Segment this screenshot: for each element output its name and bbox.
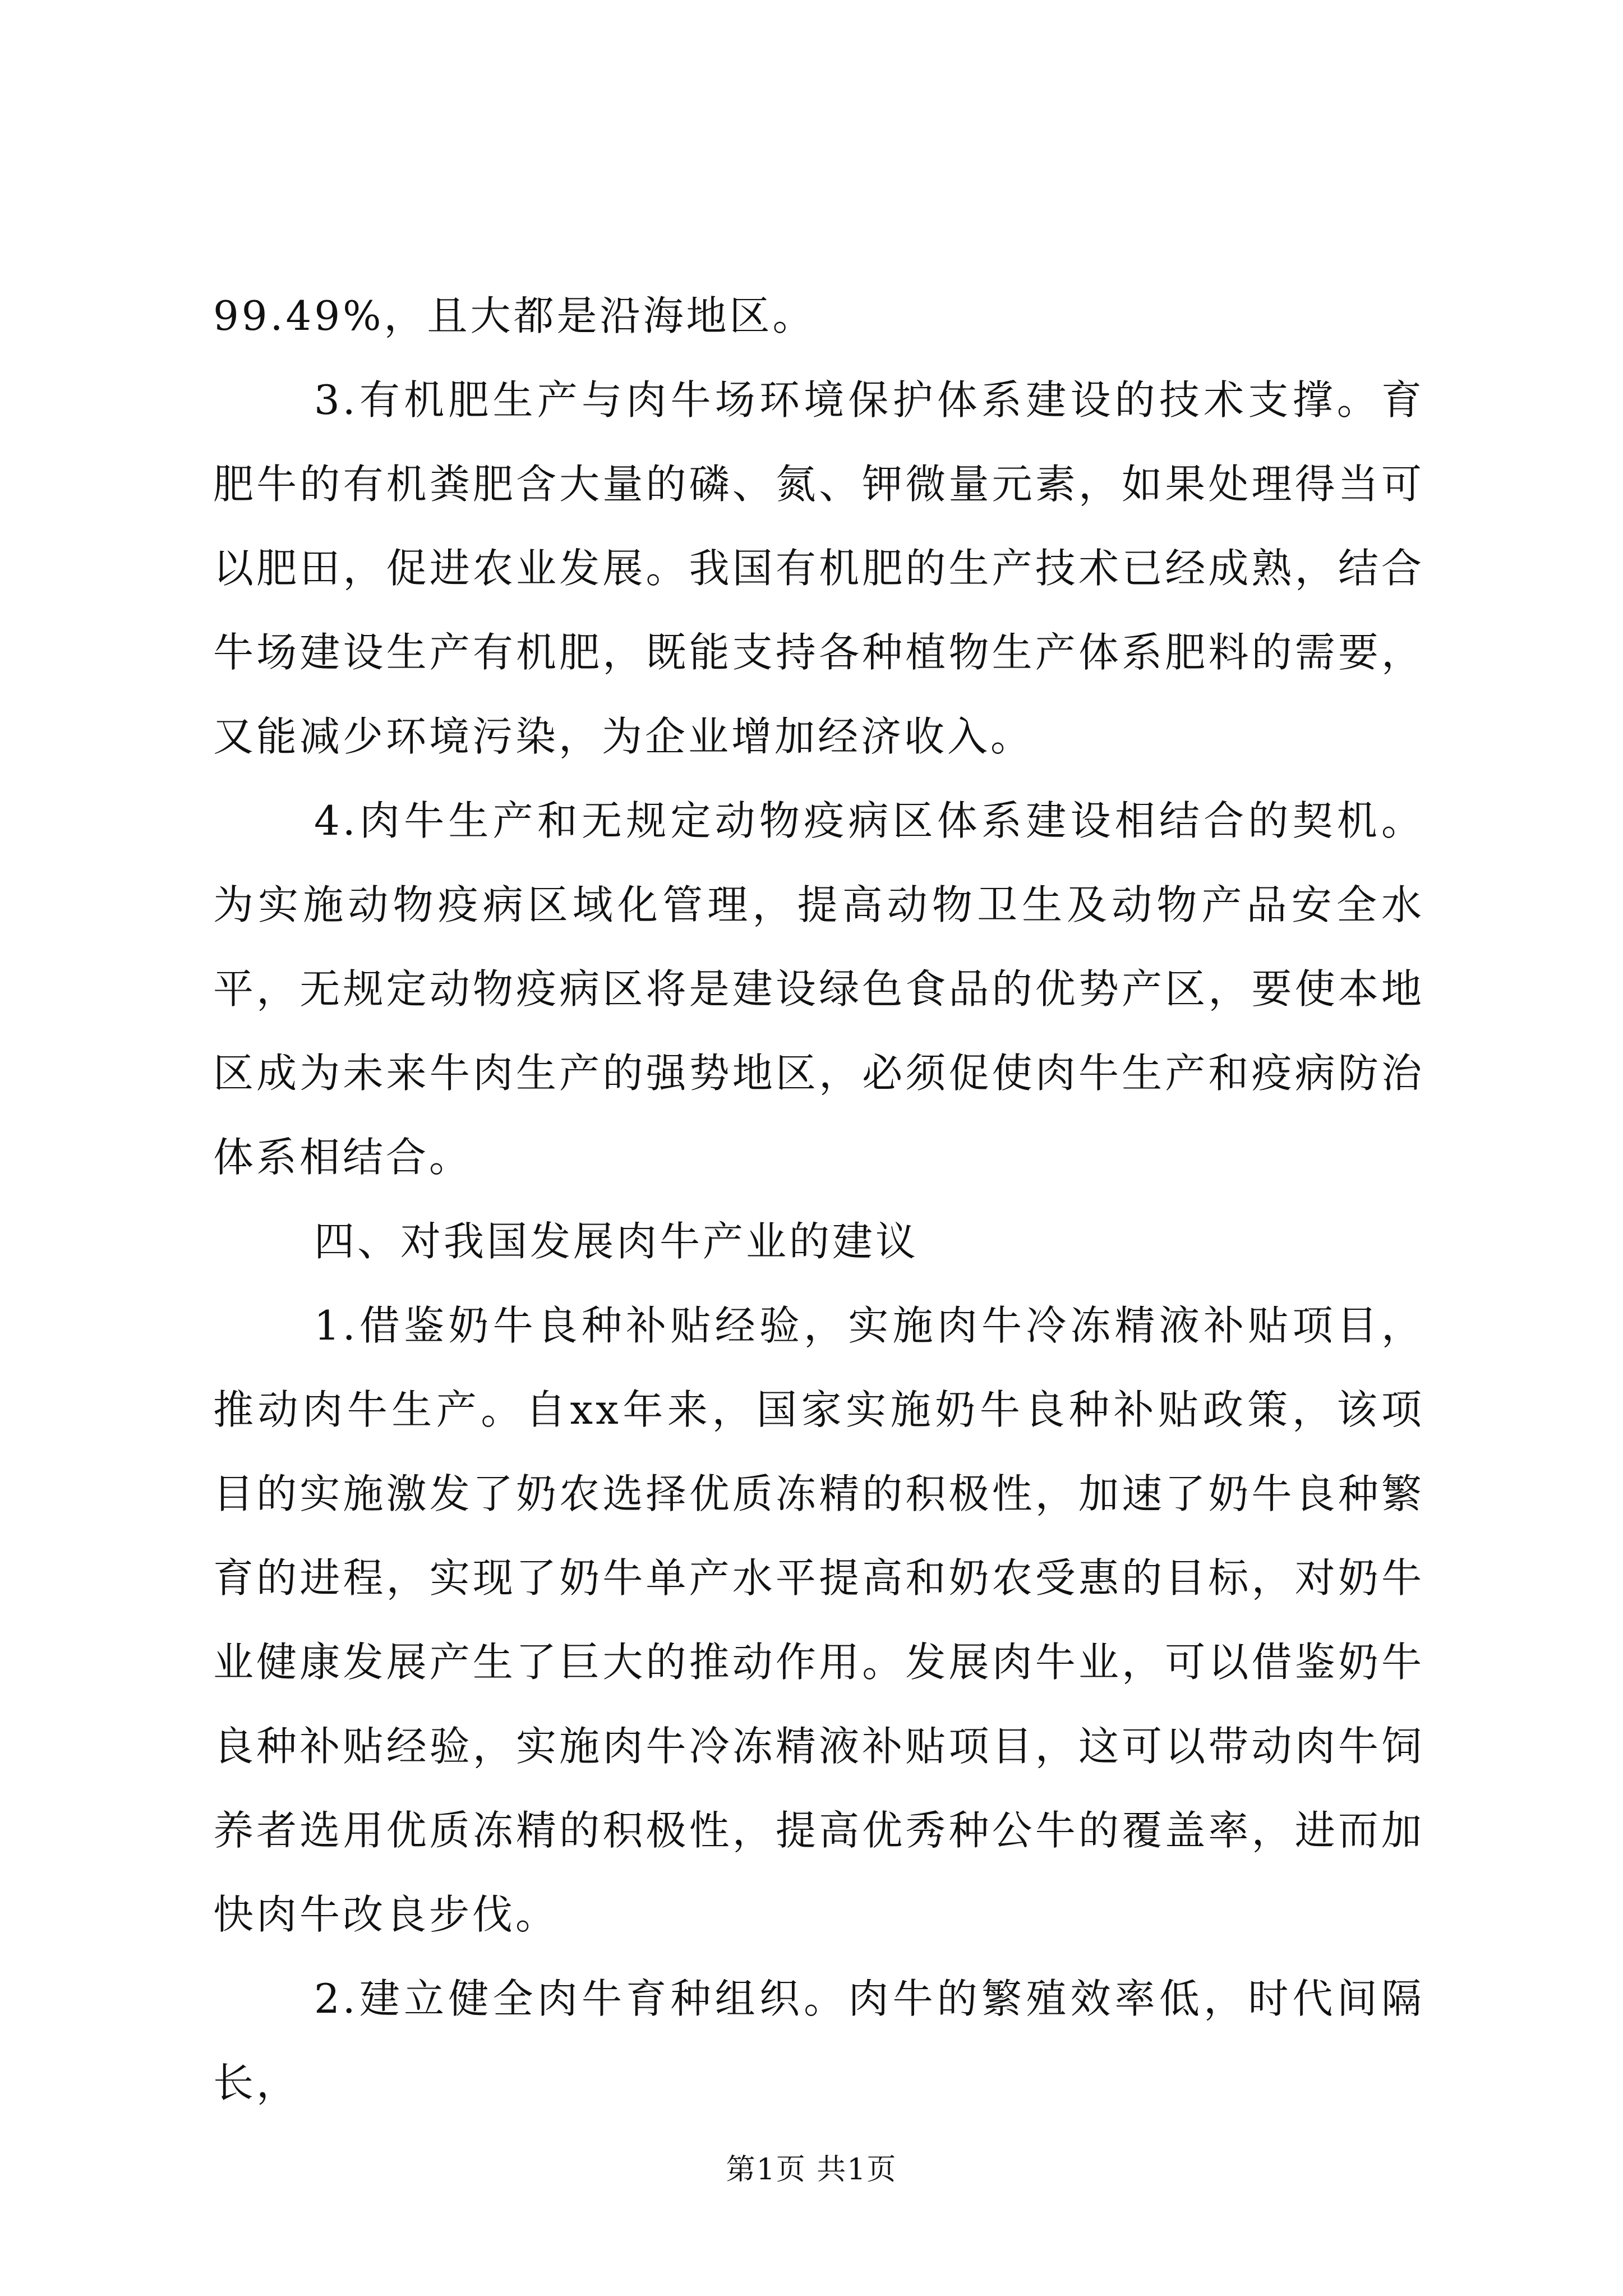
page-footer: 第1页 共1页	[726, 2153, 897, 2187]
section-heading: 四、对我国发展肉牛产业的建议	[314, 1218, 919, 1265]
paragraph-suggestion-1: 1.借鉴奶牛良种补贴经验，实施肉牛冷冻精液补贴项目，推动肉牛生产。自xx年来，国家实施奶牛良种补贴政策，该项目的实施激发了奶农选择优质冻精的积极性，加速了奶牛良种繁育的进程，实现了奶牛单产水平提高和奶农受惠的目标，对奶牛业健康发展产生了巨大的推动作用。发展肉牛业，可以借鉴奶牛良种补贴经验，实施肉牛冷冻精液补贴项目，这可以带动肉牛饲养者选用优质冻精的积极性，提高优秀种公牛的覆盖率，进而加快肉牛改良步伐。	[213, 1302, 1424, 1938]
paragraph-continuation: 99.49%，且大都是沿海地区。	[213, 292, 816, 339]
paragraph-suggestion-2: 2.建立健全肉牛育种组织。肉牛的繁殖效率低，时代间隔长，	[213, 1975, 1424, 2106]
document-body	[213, 274, 1424, 2125]
paragraph-item-3: 3.有机肥生产与肉牛场环境保护体系建设的技术支撑。育肥牛的有机粪肥含大量的磷、氮、钾微量元素，如果处理得当可以肥田，促进农业发展。我国有机肥的生产技术已经成熟，结合牛场建设生产有机肥，既能支持各种植物生产体系肥料的需要，又能减少环境污染，为企业增加经济收入。	[213, 376, 1424, 760]
paragraph-item-4: 4.肉牛生产和无规定动物疫病区体系建设相结合的契机。为实施动物疫病区域化管理，提高动物卫生及动物产品安全水平，无规定动物疫病区将是建设绿色食品的优势产区，要使本地区成为未来牛肉生产的强势地区，必须促使肉牛生产和疫病防治体系相结合。	[213, 797, 1424, 1181]
